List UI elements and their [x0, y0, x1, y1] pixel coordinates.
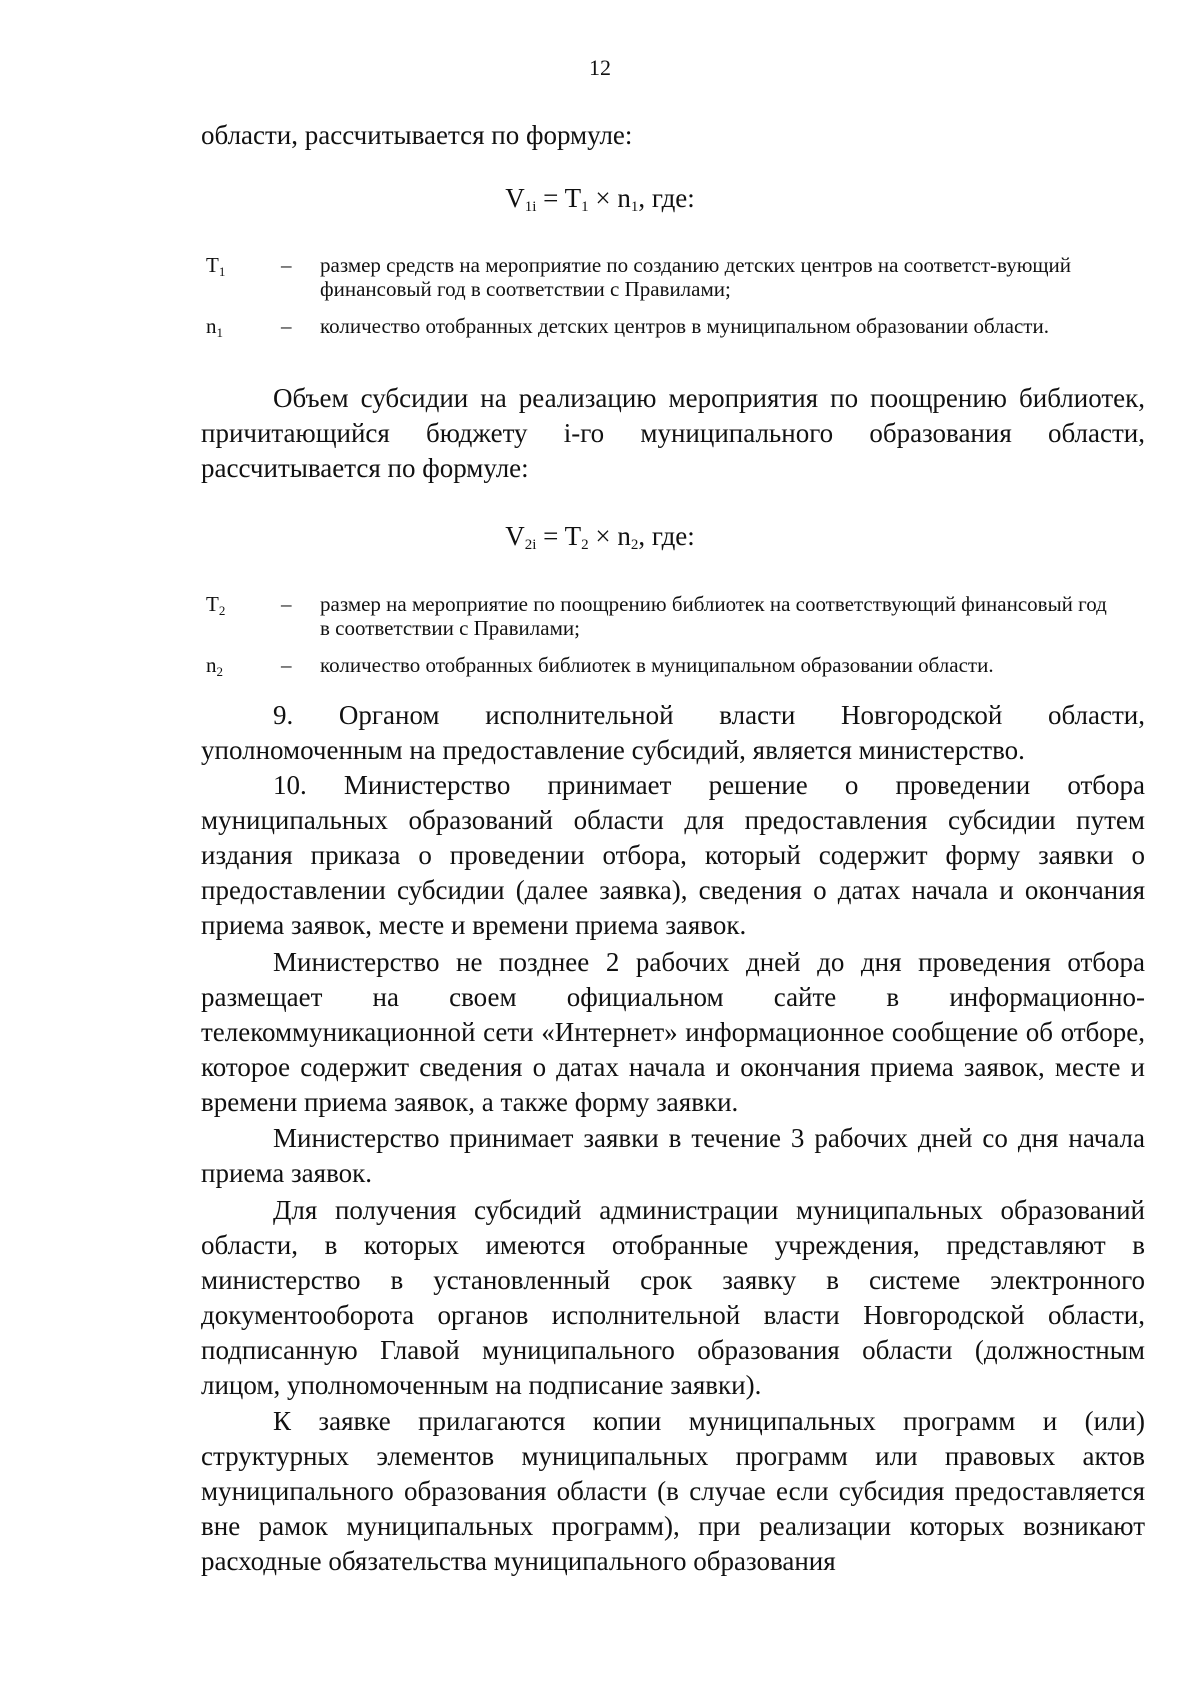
definition-dash: – [281, 253, 292, 277]
definition-symbol: $T_2$ [206, 592, 226, 618]
definition-text: количество отобранных библиотек в муниципальном образовании области. [320, 653, 994, 677]
intro-paragraph: области, рассчитывается по формуле: [201, 120, 633, 150]
definition-dash: – [281, 653, 292, 677]
definition-text: размер средств на мероприятие по созданию детских центров на соответст-вующий финансовый год в соответствии с Правилами; [320, 253, 1072, 301]
acceptance-paragraph: Министерство принимает заявки в течение 3 рабочих дней со дня начала приема заявок. [201, 1123, 1145, 1188]
attachments-paragraph: К заявке прилагаются копии муниципальных программ и (или) структурных элементов муниципальных программ или правовых актов муниципального образования области (в случае если субсидия предоставляется вне рамок муниципальных программ), при реализации которых возникают расходные обязательства муниципального образования [201, 1406, 1145, 1576]
paragraph-10: 10. Министерство принимает решение о проведении отбора муниципальных образований области для предоставления субсидии путем издания приказа о проведении отбора, который содержит форму заявки о предоставлении субсидии (далее заявка), сведения о датах начала и окончания приема заявок, месте и времени приема заявок. [201, 770, 1145, 940]
definition-symbol: $n_1$ [206, 314, 223, 340]
definition-dash: – [281, 314, 292, 338]
definition-text: количество отобранных детских центров в муниципальном образовании области. [320, 314, 1049, 338]
definition-dash: – [281, 592, 292, 616]
definition-text: размер на мероприятие по поощрению библиотек на соответствующий финансовый год в соответствии с Правилами; [320, 592, 1107, 640]
formula-v2: $V_{2i} = T_2 \times n_2$, где: [505, 521, 695, 553]
definition-symbol: $T_1$ [206, 253, 226, 279]
definition-symbol: $n_2$ [206, 653, 223, 679]
announcement-paragraph: Министерство не позднее 2 рабочих дней до дня проведения отбора размещает на своем официальном сайте в информационно-телекоммуникационной сети «Интернет» информационное сообщение об отборе, которое содержит сведения о датах начала и окончания приема заявок, месте и времени приема заявок, а также форму заявки. [201, 947, 1145, 1117]
paragraph-9: 9. Органом исполнительной власти Новгородской области, уполномоченным на предоставление субсидий, является министерство. [201, 700, 1145, 765]
volume-library-paragraph: Объем субсидии на реализацию мероприятия по поощрению библиотек, причитающийся бюджету i-го муниципального образования области, рассчитывается по формуле: [201, 383, 1145, 483]
page-number: 12 [589, 55, 611, 80]
formula-v1: $V_{1i} = T_1 \times n_1$, где: [505, 183, 695, 215]
application-paragraph: Для получения субсидий администрации муниципальных образований области, в которых имеются отобранные учреждения, представляют в министерство в установленный срок заявку в системе электронного документооборота органов исполнительной власти Новгородской области, подписанную Главой муниципального образования области (должностным лицом, уполномоченным на подписание заявки). [201, 1195, 1145, 1400]
